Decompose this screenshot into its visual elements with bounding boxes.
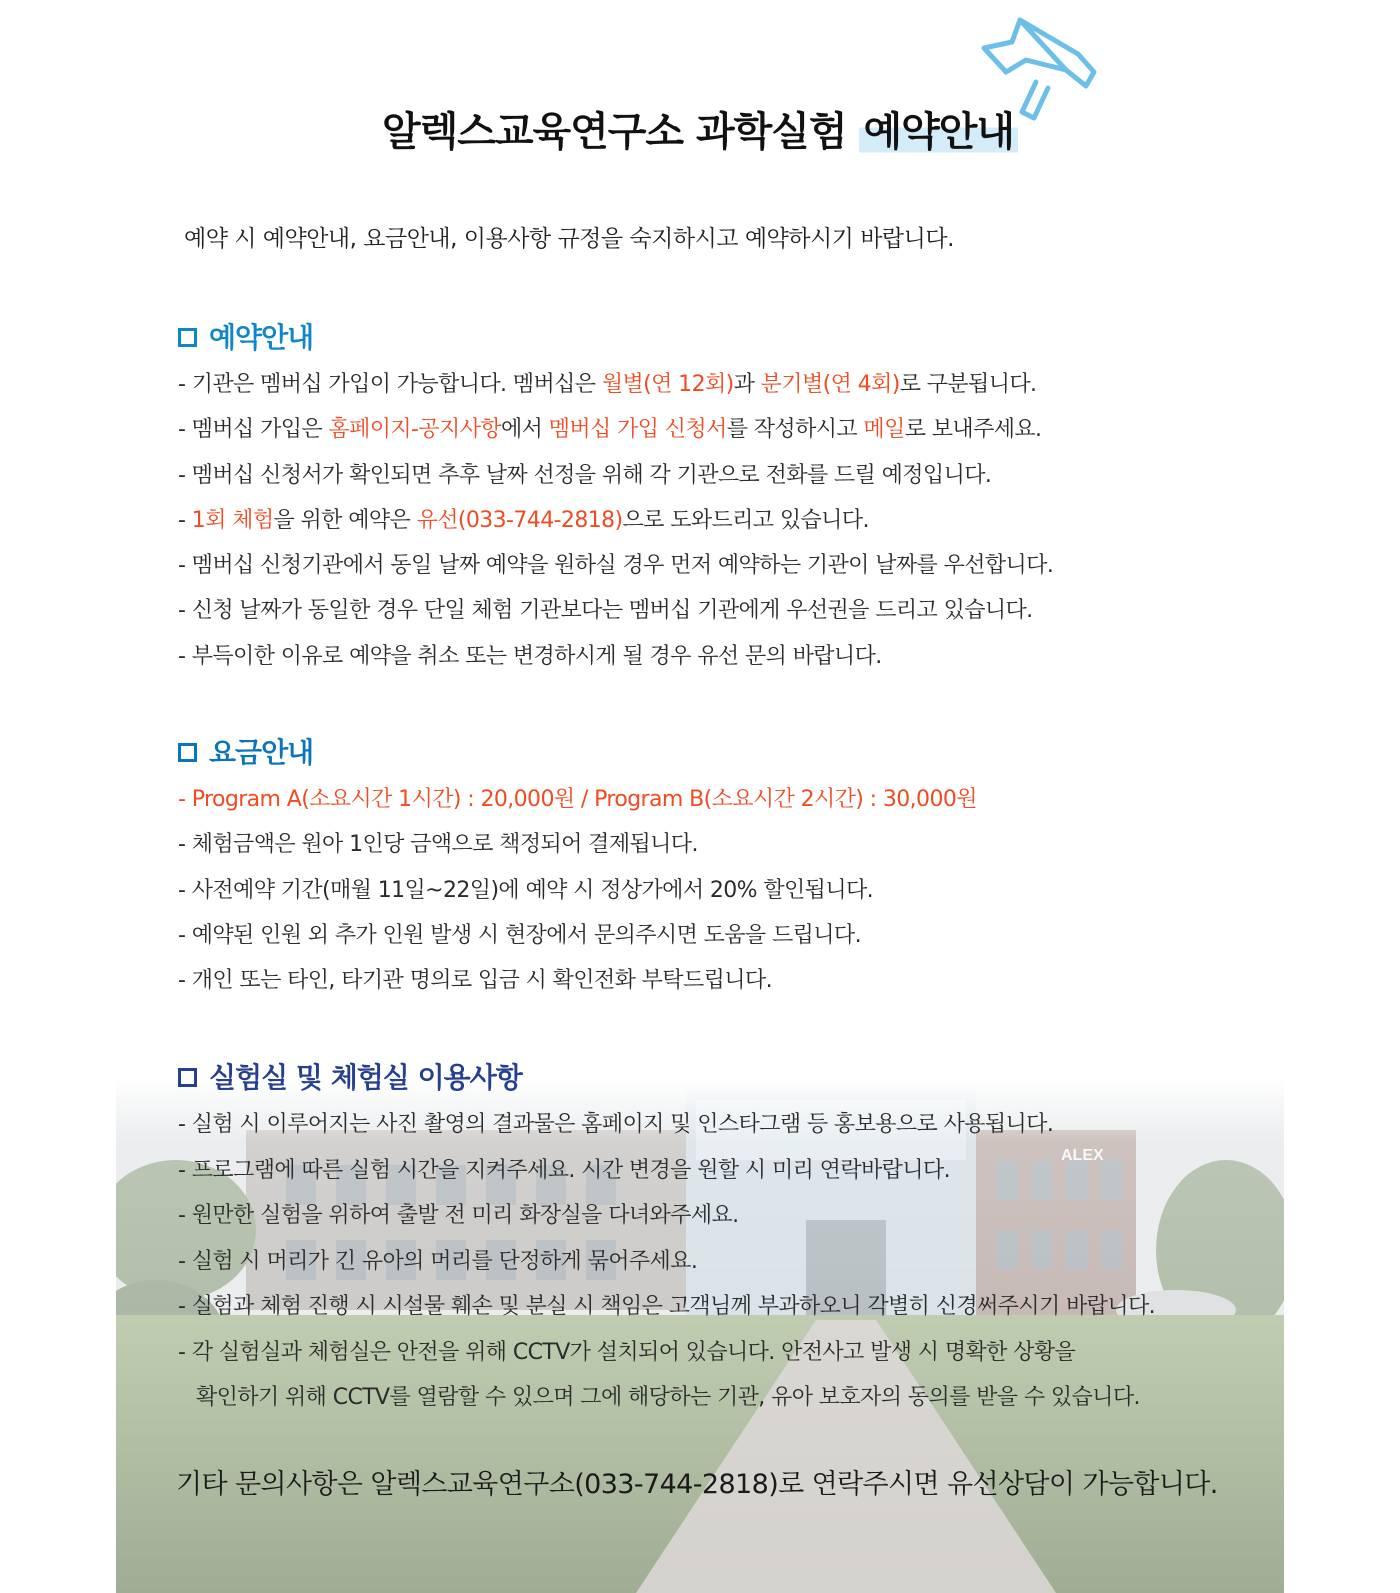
- text: - 프로그램에 따른 실험 시간을 지켜주세요. 시간 변경을 원할 시 미리 연락바랍니다.: [178, 1157, 950, 1183]
- text: 확인하기 위해 CCTV를 열람할 수 있으며 그에 해당하는 기관, 유아 보호자의 동의를 받을 수 있습니다.: [196, 1385, 1140, 1410]
- page-header: [0, 0, 1400, 170]
- list-item: [178, 1102, 1155, 1148]
- list-item: [178, 913, 977, 958]
- reservation-section: [178, 316, 1053, 679]
- highlighted-text: 분기별(연 4회): [760, 372, 900, 397]
- text: 으로 도와드리고 있습니다.: [622, 507, 869, 533]
- page-title-highlight: 예약안내: [859, 100, 1018, 157]
- pricing-section: [178, 731, 977, 1003]
- checkbox-square-icon: [178, 743, 197, 762]
- list-item: [178, 362, 1053, 407]
- checkbox-square-icon: [178, 1068, 197, 1087]
- highlighted-text: 1회 체험: [191, 507, 274, 533]
- text: 를 작성하시고: [726, 417, 864, 443]
- reservation-heading: [178, 316, 1053, 356]
- reservation-heading-text: 예약안내: [209, 321, 314, 354]
- text: 에서: [501, 417, 549, 443]
- list-item: [178, 1284, 1155, 1330]
- text: - 실험 시 이루어지는 사진 촬영의 결과물은 홈페이지 및 인스타그램 등 홍보용으로 사용됩니다.: [178, 1112, 1054, 1137]
- usage-heading: [178, 1056, 1155, 1096]
- text: - 각 실험실과 체험실은 안전을 위해 CCTV가 설치되어 있습니다. 안전사고 발생 시 명확한 상황을: [178, 1339, 1076, 1365]
- page-title-main: 알렉스교육연구소 과학실험: [381, 109, 860, 155]
- text: -: [178, 507, 192, 533]
- list-item: [178, 1148, 1155, 1194]
- list-item: [178, 588, 1053, 633]
- text: - 신청 날짜가 동일한 경우 단일 체험 기관보다는 멤버십 기관에게 우선권을 드리고 있습니다.: [178, 598, 1033, 624]
- reservation-lines: [178, 362, 1053, 679]
- text: - 기관은 멤버십 가입이 가능합니다. 멤버십은: [178, 372, 602, 397]
- highlighted-text: 멤버십 가입 신청서: [548, 417, 727, 443]
- checkbox-square-icon: [178, 328, 197, 347]
- text: - 원만한 실험을 위하여 출발 전 미리 화장실을 다녀와주세요.: [178, 1203, 739, 1228]
- text: - 멤버십 신청기관에서 동일 날짜 예약을 원하실 경우 먼저 예약하는 기관이 날짜를 우선합니다.: [178, 553, 1054, 579]
- text: - 예약된 인원 외 추가 인원 발생 시 현장에서 문의주시면 도움을 드립니다.: [178, 922, 861, 948]
- intro-text: 예약 시 예약안내, 요금안내, 이용사항 규정을 숙지하시고 예약하시기 바랍니다.: [184, 226, 954, 252]
- highlighted-text: 월별(연 12회): [601, 372, 734, 397]
- text: - 사전예약 기간(매월 11일~22일)에 예약 시 정상가에서 20% 할인됩니다.: [178, 877, 874, 903]
- footer-contact-text: 기타 문의사항은 알렉스교육연구소(033-744-2818)로 연락주시면 유선상담이 가능합니다.: [176, 1469, 1218, 1500]
- list-item: [178, 777, 977, 822]
- text: 과: [733, 372, 761, 397]
- list-item: [178, 958, 977, 1003]
- usage-lines: [178, 1102, 1155, 1421]
- highlighted-text: - Program A(소요시간 1시간) : 20,000원 / Program B(소요시간 2시간) : 30,000원: [178, 787, 977, 812]
- list-item: [178, 822, 977, 867]
- pricing-lines: [178, 777, 977, 1003]
- text: - 개인 또는 타인, 타기관 명의로 입금 시 확인전화 부탁드립니다.: [178, 968, 772, 994]
- list-item: [178, 1239, 1155, 1285]
- text: - 멤버십 가입은: [178, 417, 329, 443]
- highlighted-text: 홈페이지-공지사항: [328, 417, 501, 443]
- text: - 실험 시 머리가 긴 유아의 머리를 단정하게 묶어주세요.: [178, 1248, 698, 1274]
- list-item: [178, 407, 1053, 452]
- text: 로 구분됩니다.: [899, 372, 1037, 397]
- text: - 부득이한 이유로 예약을 취소 또는 변경하시게 될 경우 유선 문의 바랍니다.: [178, 643, 882, 669]
- highlighted-text: 메일: [863, 417, 905, 443]
- list-item: [178, 1330, 1155, 1376]
- text: 을 위한 예약은: [273, 507, 417, 533]
- list-item: [178, 543, 1053, 588]
- text: 로 보내주세요.: [904, 417, 1042, 443]
- list-item: [178, 634, 1053, 679]
- highlighted-text: 유선(033-744-2818): [416, 507, 623, 533]
- page-title: [0, 100, 1400, 157]
- list-item: [178, 1375, 1155, 1421]
- list-item: [178, 868, 977, 913]
- usage-heading-text: 실험실 및 체험실 이용사항: [209, 1061, 522, 1094]
- text: - 멤버십 신청서가 확인되면 추후 날짜 선정을 위해 각 기관으로 전화를 드릴 예정입니다.: [178, 462, 992, 488]
- text: - 체험금액은 원아 1인당 금액으로 책정되어 결제됩니다.: [178, 832, 698, 858]
- list-item: [178, 1193, 1155, 1239]
- list-item: [178, 453, 1053, 498]
- pricing-heading: [178, 731, 977, 771]
- list-item: [178, 498, 1053, 543]
- usage-section: [178, 1056, 1155, 1421]
- text: - 실험과 체험 진행 시 시설물 훼손 및 분실 시 책임은 고객님께 부과하오니 각별히 신경써주시기 바랍니다.: [178, 1294, 1156, 1319]
- pricing-heading-text: 요금안내: [209, 736, 314, 769]
